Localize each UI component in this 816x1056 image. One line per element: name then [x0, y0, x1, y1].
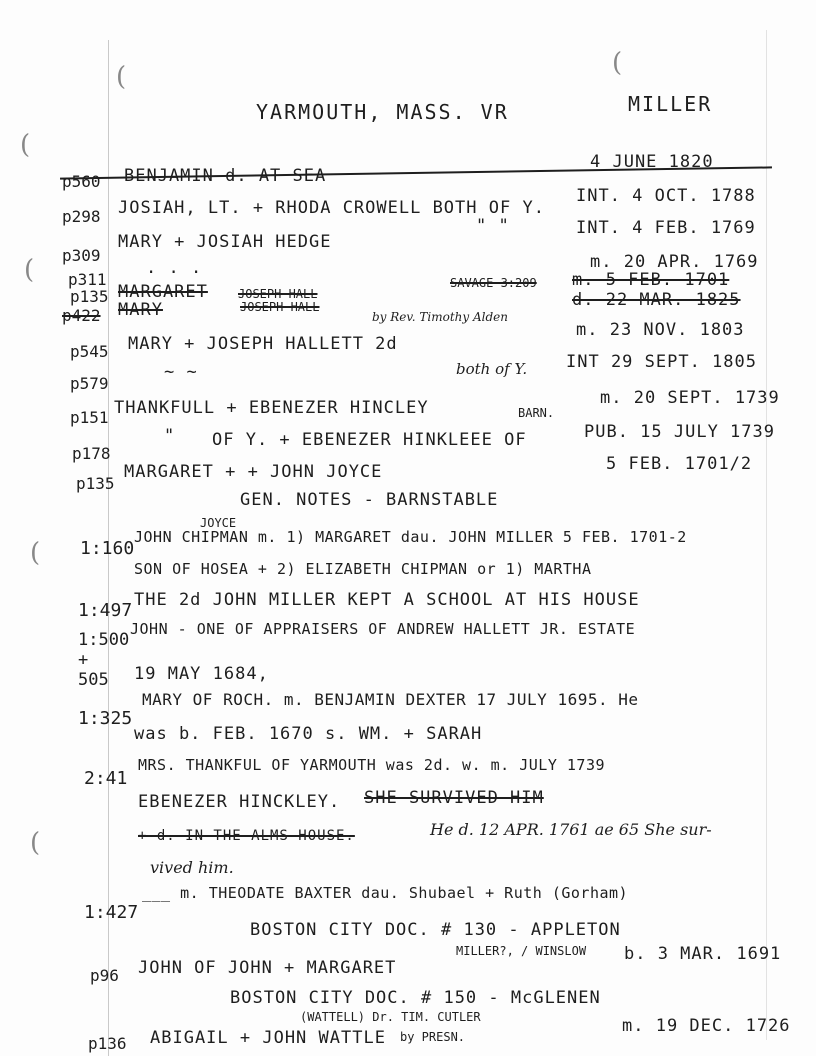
page-title: YARMOUTH, MASS. VR: [256, 100, 509, 124]
entry-ref: p298: [62, 207, 101, 226]
note-line: JOHN CHIPMAN m. 1) MARGARET dau. JOHN MILLER 5 FEB. 1701-2: [134, 528, 687, 546]
ditto-mark: " ": [476, 216, 510, 236]
note-ref: p96: [90, 966, 119, 985]
entry-text: MARY: [118, 300, 163, 320]
note-line: ABIGAIL + JOHN WATTLE: [150, 1028, 386, 1048]
surname-heading: MILLER: [628, 92, 713, 116]
note-line: was b. FEB. 1670 s. WM. + SARAH: [134, 724, 483, 744]
entry-date: PUB. 15 JULY 1739: [584, 422, 775, 442]
entry-date: 5 FEB. 1701/2: [606, 454, 753, 474]
entry-text: BENJAMIN d. AT SEA: [124, 166, 327, 186]
note-line: BOSTON CITY DOC. # 130 - APPLETON: [250, 920, 621, 940]
entry-date: 4 JUNE 1820: [590, 152, 714, 172]
entry-ref: p151: [70, 408, 109, 427]
note-above: (WATTELL) Dr. TIM. CUTLER: [300, 1010, 481, 1024]
entry-ref: p135: [76, 474, 115, 493]
entry-date: INT. 4 FEB. 1769: [576, 218, 756, 238]
entry-text: JOSIAH, LT. + RHODA CROWELL BOTH OF Y.: [118, 198, 545, 218]
note-ref: 1:325: [78, 708, 133, 729]
struck-text: SHE SURVIVED HIM: [364, 788, 544, 808]
punch-hole-mark: (: [24, 255, 35, 285]
note-line: He d. 12 APR. 1761 ae 65 She sur-: [430, 820, 712, 839]
note-line: THE 2d JOHN MILLER KEPT A SCHOOL AT HIS HOUSE: [134, 590, 640, 610]
section-heading: GEN. NOTES - BARNSTABLE: [240, 490, 499, 510]
correction-note: JOYCE: [200, 516, 237, 530]
entry-date: m. 19 DEC. 1726: [622, 1016, 791, 1036]
entry-ref: p311: [68, 270, 107, 289]
struck-name: JOSEPH HALL: [238, 287, 318, 301]
entry-date: m. 20 APR. 1769: [590, 252, 759, 272]
note-ref: 1:500 + 505: [78, 630, 130, 690]
note-ref: 2:41: [84, 768, 128, 789]
struck-text: + d. IN THE ALMS HOUSE.: [138, 828, 355, 844]
entry-ref: p178: [72, 444, 111, 463]
punch-hole-mark: (: [116, 62, 127, 92]
entry-note: both of Y.: [456, 360, 528, 378]
entry-ref: p579: [70, 374, 109, 393]
entry-ref: p422: [62, 306, 101, 325]
entry-text: MARY + JOSEPH HALLETT 2d: [128, 334, 398, 354]
ditto-mark: ": [164, 426, 176, 446]
note-line: SON OF HOSEA + 2) ELIZABETH CHIPMAN or 1) MARTHA: [134, 560, 592, 578]
ditto-mark: ~ ~: [164, 362, 198, 382]
note-line: MRS. THANKFUL OF YARMOUTH was 2d. w. m. JULY 1739: [138, 756, 606, 774]
struck-source: SAVAGE 3:209: [450, 276, 537, 290]
entry-text: OF Y. + EBENEZER HINKLEEE OF: [212, 430, 527, 450]
entry-note: by PRESN.: [400, 1030, 466, 1044]
punch-hole-mark: (: [612, 48, 623, 78]
note-ref: 1:497: [78, 600, 133, 621]
punch-hole-mark: (: [30, 538, 41, 568]
entry-ref: p545: [70, 342, 109, 361]
note-ref: 1:160: [80, 538, 135, 559]
note-line: vived him.: [150, 858, 234, 877]
struck-name: JOSEPH HALL: [240, 300, 320, 314]
note-line: ___ m. THEODATE BAXTER dau. Shubael + Ruth (Gorham): [142, 884, 629, 902]
note-line: JOHN OF JOHN + MARGARET: [138, 958, 397, 978]
entry-text: MARY + JOSIAH HEDGE: [118, 232, 332, 252]
entry-text: THANKFULL + EBENEZER HINCLEY: [114, 398, 429, 418]
entry-date: INT. 4 OCT. 1788: [576, 186, 756, 206]
note-line: BOSTON CITY DOC. # 150 - McGLENEN: [230, 988, 601, 1008]
note-line: 19 MAY 1684,: [134, 664, 269, 684]
punch-hole-mark: (: [20, 130, 31, 160]
entry-date: m. 5 FEB. 1701: [572, 270, 730, 290]
entry-note: by Rev. Timothy Alden: [372, 310, 509, 324]
entry-date: b. 3 MAR. 1691: [624, 944, 782, 964]
note-ref: 1:427: [84, 902, 139, 923]
entry-ref: p560: [62, 172, 101, 191]
entry-ref: p135: [70, 287, 109, 306]
entry-date: d. 22 MAR. 1825: [572, 290, 741, 310]
entry-date: m. 20 SEPT. 1739: [600, 388, 780, 408]
page-edge: [766, 30, 767, 1040]
note-line: JOHN - ONE OF APPRAISERS OF ANDREW HALLETT JR. ESTATE: [130, 620, 636, 638]
punch-hole-mark: (: [30, 828, 41, 858]
note-above: MILLER?, / WINSLOW: [456, 944, 587, 958]
entry-text: MARGARET + + JOHN JOYCE: [124, 462, 383, 482]
entry-date: INT 29 SEPT. 1805: [566, 352, 757, 372]
note-line: MARY OF ROCH. m. BENJAMIN DEXTER 17 JULY 1695. He: [142, 690, 639, 709]
entry-ref: p309: [62, 246, 101, 265]
entry-text: MARGARET: [118, 282, 208, 302]
note-ref: p136: [88, 1034, 127, 1053]
note-line: EBENEZER HINCKLEY.: [138, 792, 341, 812]
entry-date: m. 23 NOV. 1803: [576, 320, 745, 340]
entry-note: BARN.: [518, 406, 555, 420]
ditto-mark: . . .: [146, 258, 203, 278]
